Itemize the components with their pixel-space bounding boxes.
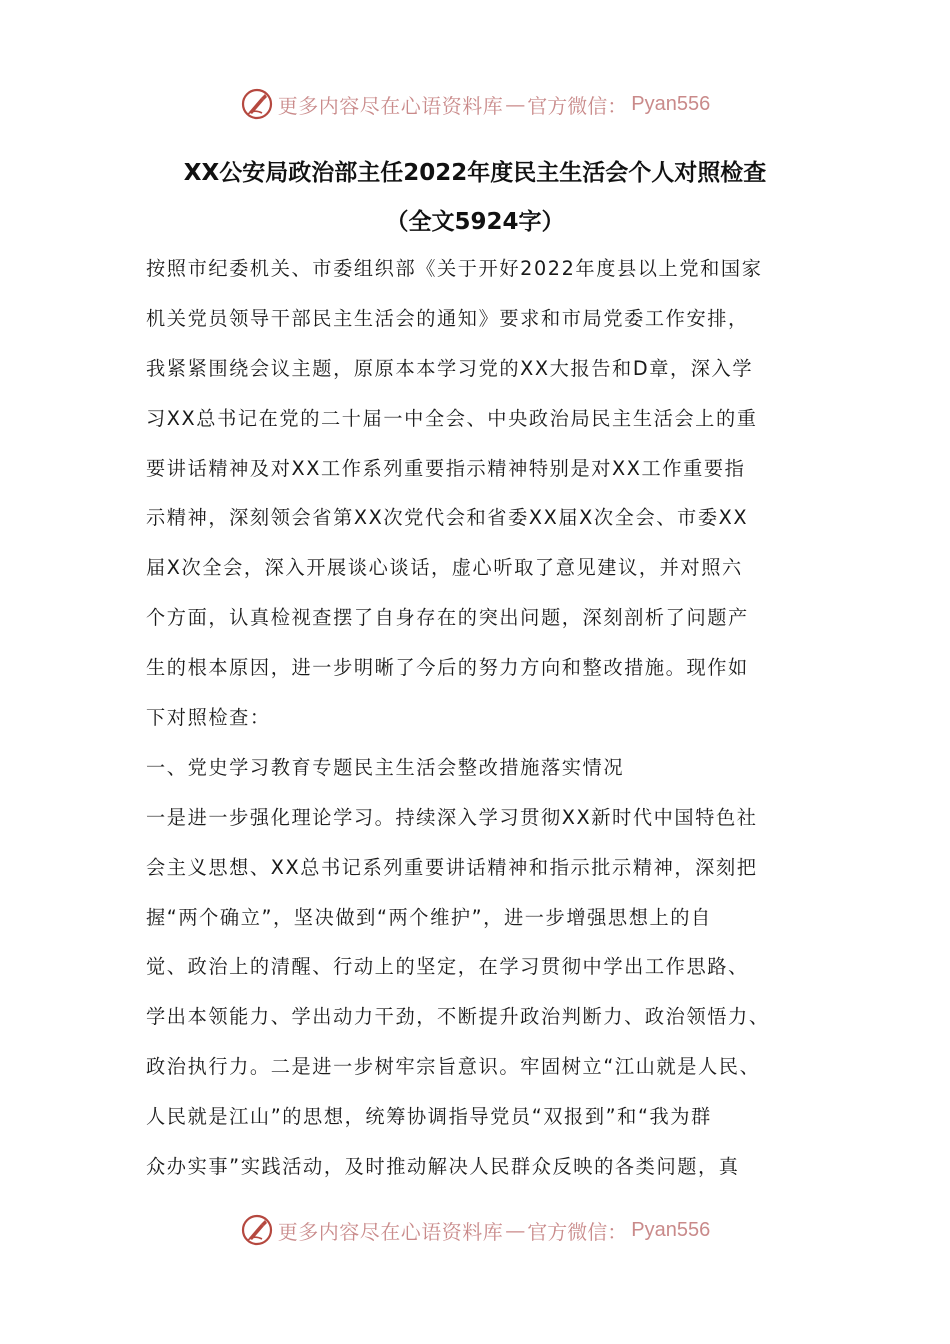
body-line: 政治执行力。二是进一步树牢宗旨意识。牢固树立“江山就是人民、	[146, 1055, 761, 1079]
body-line: 我紧紧围绕会议主题，原原本本学习党的XX大报告和D章，深入学	[146, 356, 754, 380]
pen-logo-icon	[240, 87, 274, 121]
body-line: 个方面，认真检视查摆了自身存在的突出问题，深刻剖析了问题产	[146, 606, 749, 630]
pen-logo-icon	[240, 1213, 274, 1247]
header-banner	[0, 84, 950, 124]
banner-text: 更多内容尽在心语资料库	[277, 1219, 504, 1244]
document-title: XX公安局政治部主任2022年度民主生活会个人对照检查	[183, 160, 767, 186]
banner-dash: —	[505, 92, 526, 116]
body-line: 握“两个确立”，坚决做到“两个维护”，进一步增强思想上的自	[146, 905, 712, 929]
body-line: 按照市纪委机关、市委组织部《关于开好2022年度县以上党和国家	[146, 257, 763, 280]
banner-wechat-label: 官方微信：	[527, 93, 628, 118]
body-line: 学出本领能力、学出动力干劲，不断提升政治判断力、政治领悟力、	[146, 1005, 770, 1029]
body-line: 示精神，深刻领会省第XX次党代会和省委XX届X次全会、市委XX	[146, 506, 749, 530]
body-line: 一是进一步强化理论学习。持续深入学习贯彻XX新时代中国特色社	[146, 805, 758, 829]
banner-wechat-id: Pyan556	[631, 92, 711, 115]
footer-banner	[0, 1210, 950, 1250]
banner-text: 更多内容尽在心语资料库	[277, 93, 504, 118]
document-subtitle: （全文5924字）	[385, 209, 565, 235]
banner-wechat-id: Pyan556	[631, 1218, 711, 1241]
document-body	[146, 251, 811, 1199]
banner-wechat-label: 官方微信：	[527, 1219, 628, 1244]
body-line: 会主义思想、XX总书记系列重要讲话精神和指示批示精神，深刻把	[146, 855, 758, 879]
banner-dash: —	[505, 1218, 526, 1242]
body-line: 下对照检查：	[146, 706, 271, 730]
body-line: 众办实事”实践活动，及时推动解决人民群众反映的各类问题，真	[146, 1155, 740, 1179]
body-line: 人民就是江山”的思想，统筹协调指导党员“双报到”和“我为群	[146, 1105, 712, 1129]
body-line: 要讲话精神及对XX工作系列重要指示精神特别是对XX工作重要指	[146, 456, 746, 480]
body-line: 届X次全会，深入开展谈心谈话，虚心听取了意见建议，并对照六	[146, 556, 743, 580]
body-line: 机关党员领导干部民主生活会的通知》要求和市局党委工作安排，	[146, 306, 749, 330]
body-line: 生的根本原因，进一步明晰了今后的努力方向和整改措施。现作如	[146, 656, 749, 680]
body-line: 觉、政治上的清醒、行动上的坚定，在学习贯彻中学出工作思路、	[146, 955, 749, 979]
section-heading: 一、党史学习教育专题民主生活会整改措施落实情况	[146, 755, 625, 779]
body-line: 习XX总书记在党的二十届一中全会、中央政治局民主生活会上的重	[146, 406, 758, 430]
